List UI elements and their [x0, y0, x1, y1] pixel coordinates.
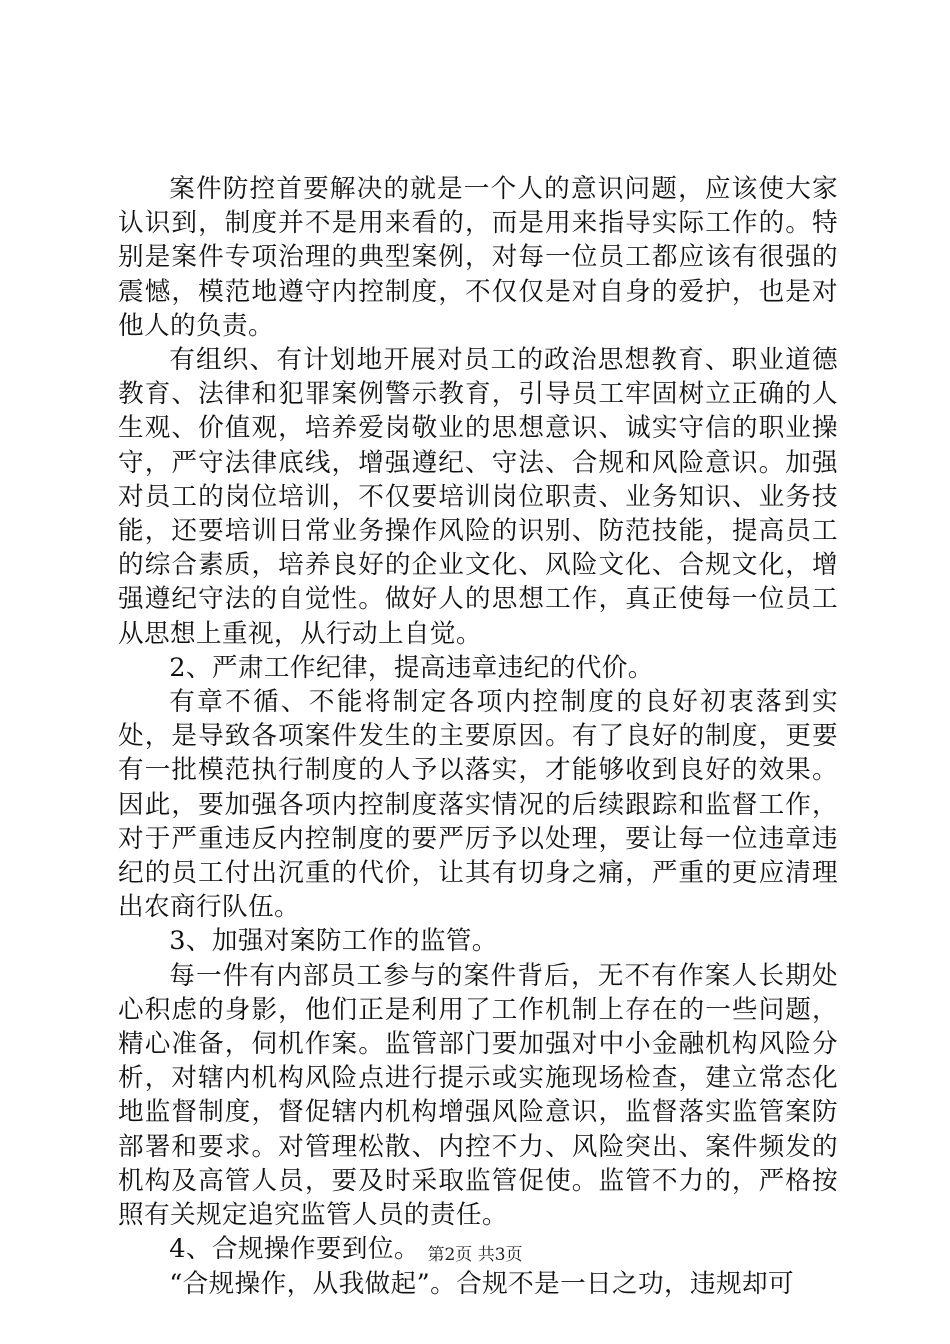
section-heading: 3、加强对案防工作的监管。 [169, 926, 498, 957]
body-paragraph: 案件防控首要解决的就是一个人的意识问题，应该使大家认识到，制度并不是用来看的，而是用来指导实际工作的。特别是案件专项治理的典型案例，对每一位员工都应该有很强的震憾，模范地遵守内控制度，不仅仅是对自身的爱护，也是对他人的负责。 [118, 174, 838, 341]
section-heading: 2、严肃工作纪律，提高违章违纪的代价。 [169, 652, 654, 683]
section-heading: 4、合规操作要到位。 [169, 1234, 420, 1265]
body-paragraph: 有组织、有计划地开展对员工的政治思想教育、职业道德教育、法律和犯罪案例警示教育，引导员工牢固树立正确的人生观、价值观，培养爱岗敬业的思想意识、诚实守信的职业操守，严守法律底线，增强遵纪、守法、合规和风险意识。加强对员工的岗位培训，不仅要培训岗位职责、业务知识、业务技能，还要培训日常业务操作风险的识别、防范技能，提高员工的综合素质，培养良好的企业文化、风险文化、合规文化，增强遵纪守法的自觉性。做好人的思想工作，真正使每一位员工从思想上重视，从行动上自觉。 [118, 345, 838, 649]
body-paragraph: “合规操作，从我做起”。合规不是一日之功，违规却可 [169, 1268, 795, 1299]
body-paragraph: 有章不循、不能将制定各项内控制度的良好初衷落到实处，是导致各项案件发生的主要原因。有了良好的制度，更要有一批模范执行制度的人予以落实，才能够收到良好的效果。因此，要加强各项内控制度落实情况的后续跟踪和监督工作，对于严重违反内控制度的要严厉予以处理，要让每一位违章违纪的员工付出沉重的代价，让其有切身之痛，严重的更应清理出农商行队伍。 [118, 687, 838, 923]
document-body [118, 172, 838, 1301]
page-number-footer: 第2页 共3页 [427, 1245, 523, 1265]
body-paragraph: 每一件有内部员工参与的案件背后，无不有作案人长期处心积虑的身影，他们正是利用了工作机制上存在的一些问题，精心准备，伺机作案。监管部门要加强对中小金融机构风险分析，对辖内机构风险点进行提示或实施现场检查，建立常态化地监督制度，督促辖内机构增强风险意识，监督落实监管案防部署和要求。对管理松散、内控不力、风险突出、案件频发的机构及高管人员，要及时采取监管促使。监管不力的，严格按照有关规定追究监管人员的责任。 [118, 960, 838, 1231]
